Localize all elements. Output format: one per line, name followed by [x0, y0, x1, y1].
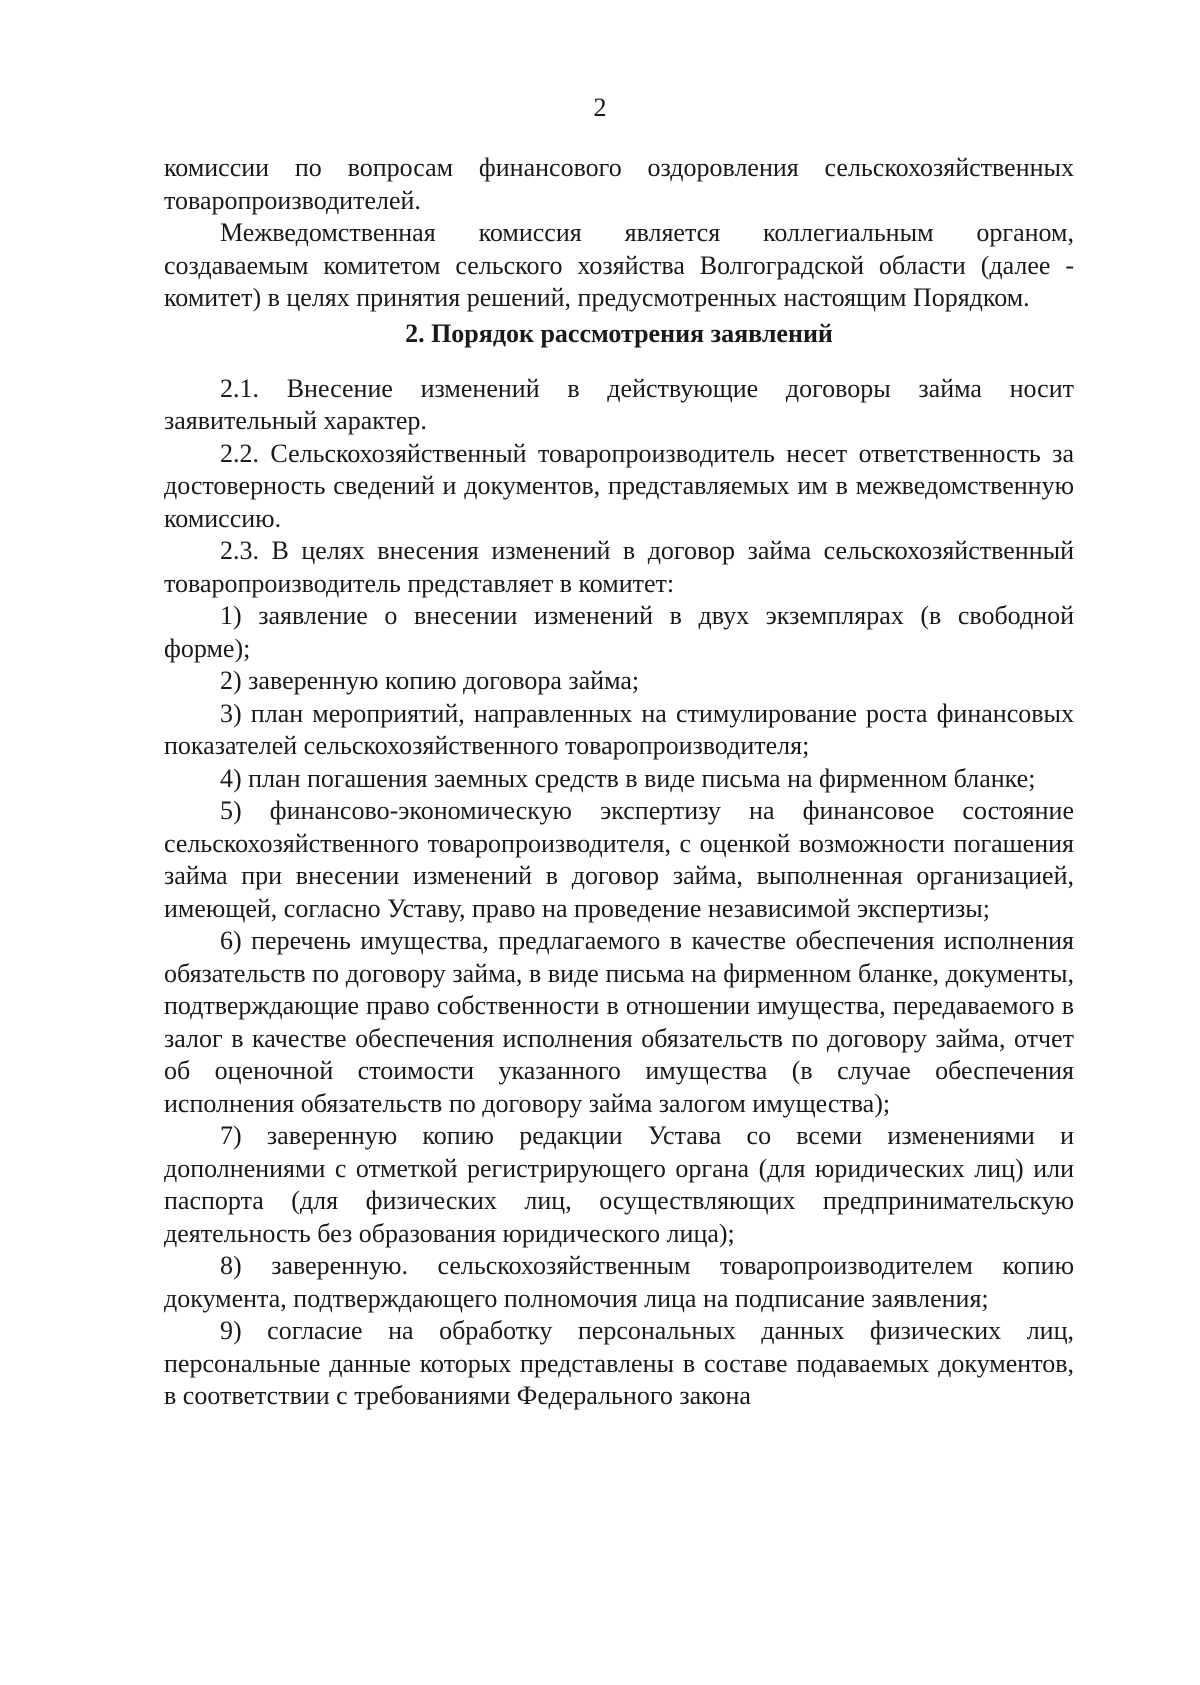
paragraph-2-1: 2.1. Внесение изменений в действующие договоры займа носит заявительный характер. — [164, 373, 1074, 435]
page-number: 2 — [593, 93, 607, 122]
list-item-2: 2) заверенную копию договора займа; — [220, 666, 640, 695]
list-item-3: 3) план мероприятий, направленных на стимулирование роста финансовых показателей сельскохозяйственного товаропроизводителя; — [164, 698, 1074, 760]
list-item-4: 4) план погашения заемных средств в виде письма на фирменном бланке; — [220, 763, 1036, 793]
paragraph-commission-definition: Межведомственная комиссия является коллегиальным органом, создаваемым комитетом сельского хозяйства Волгоградской области (далее - комитет) в целях принятия решений, предусмотренных настоящим Порядком. — [164, 218, 1074, 312]
list-item-6: 6) перечень имущества, предлагаемого в качестве обеспечения исполнения обязательств по договору займа, в виде письма на фирменном бланке, документы, подтверждающие право собственности в отношении имущества, передаваемого в залог в качестве обеспечения исполнения обязательств по договору займа, отчет об оценочной стоимости указанного имущества (в случае обеспечения исполнения обязательств по договору займа залогом имущества); — [164, 926, 1074, 1118]
paragraph-continuation: комиссии по вопросам финансового оздоровления сельскохозяйственных товаропроизводителей. — [164, 153, 1074, 215]
list-item-1: 1) заявление о внесении изменений в двух экземплярах (в свободной форме); — [164, 601, 1074, 663]
list-item-5: 5) финансово-экономическую экспертизу на финансовое состояние сельскохозяйственного товаропроизводителя, с оценкой возможности погашения займа при внесении изменений в договор займа, выполненная организацией, имеющей, согласно Уставу, право на проведение независимой экспертизы; — [164, 796, 1074, 923]
list-item-9: 9) согласие на обработку персональных данных физических лиц, персональные данные которых представлены в составе подаваемых документов, в соответствии с требованиями Федерального закона — [164, 1316, 1074, 1410]
list-item-8: 8) заверенную. сельскохозяйственным товаропроизводителем копию документа, подтверждающего полномочия лица на подписание заявления; — [164, 1251, 1074, 1313]
paragraph-2-3: 2.3. В целях внесения изменений в договор займа сельскохозяйственный товаропроизводитель представляет в комитет: — [164, 536, 1074, 598]
section-heading: 2. Порядок рассмотрения заявлений — [405, 318, 833, 348]
list-item-7: 7) заверенную копию редакции Устава со всеми изменениями и дополнениями с отметкой регистрирующего органа (для юридических лиц) или паспорта (для физических лиц, осуществляющих предпринимательскую деятельность без образования юридического лица); — [164, 1121, 1074, 1248]
paragraph-2-2: 2.2. Сельскохозяйственный товаропроизводитель несет ответственность за достоверность сведений и документов, представляемых им в межведомственную комиссию. — [164, 438, 1074, 533]
document-body — [164, 152, 1074, 1413]
